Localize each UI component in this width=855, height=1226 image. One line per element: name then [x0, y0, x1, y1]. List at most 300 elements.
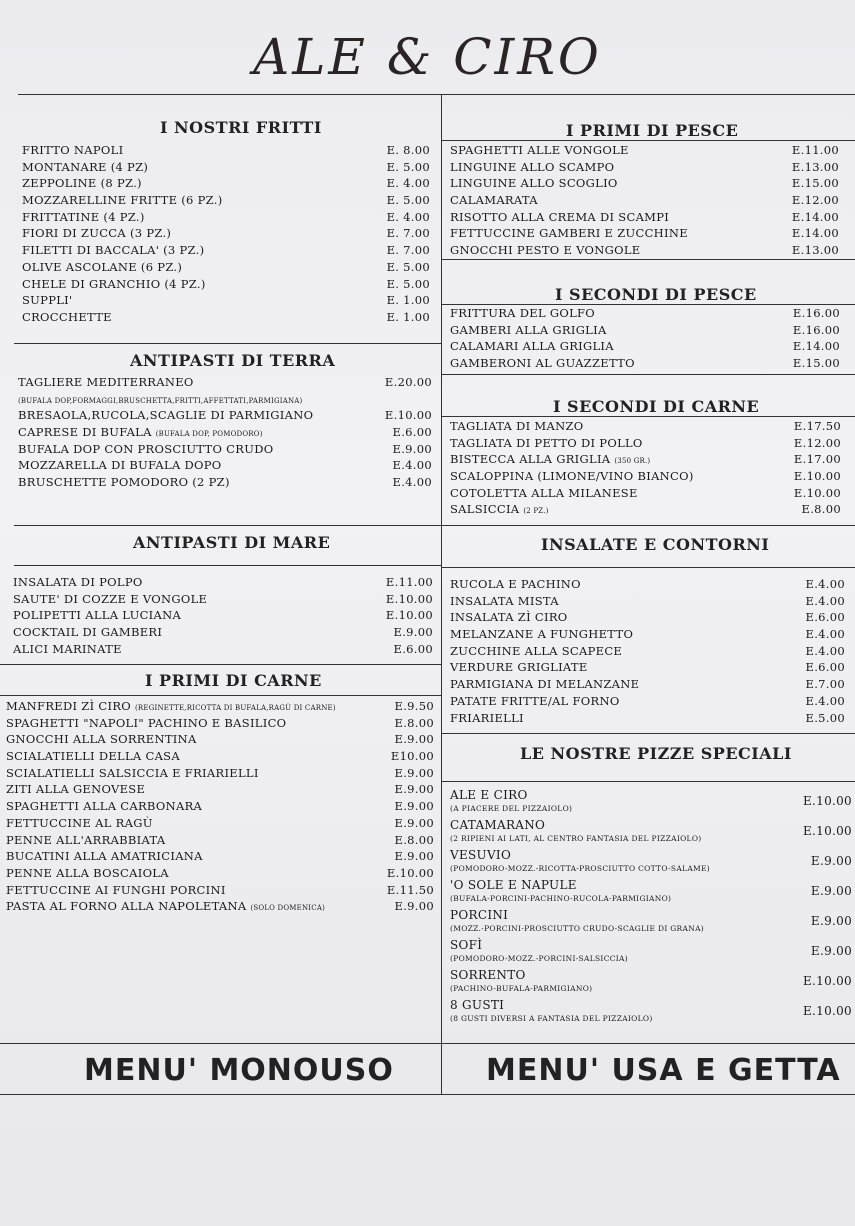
menu-item [450, 143, 839, 160]
item-name [22, 293, 73, 307]
item-label: SPAGHETTI "NAPOLI" PACHINO E BASILICO [6, 715, 287, 730]
item-name [13, 608, 181, 622]
item-name [450, 243, 640, 257]
menu-item [22, 226, 430, 243]
item-label: OLIVE ASCOLANE (6 PZ.) [22, 259, 183, 274]
item-label: CROCCHETTE [22, 309, 112, 324]
section-title-fritti: I NOSTRI FRITTI [160, 118, 322, 137]
item-label: SAUTE' DI COZZE E VONGOLE [13, 591, 208, 606]
item-label: LINGUINE ALLO SCOGLIO [450, 176, 618, 191]
item-name [6, 732, 197, 746]
item-price: E.10.00 [384, 408, 432, 423]
item-price: E.12.00 [791, 193, 839, 208]
item-description: (POMODORO-MOZZ.-PORCINI-SALSICCIA) [450, 954, 628, 963]
divider [14, 525, 441, 526]
menu-item [22, 310, 430, 327]
menu-item [22, 243, 430, 260]
menu-item [450, 818, 852, 848]
menu-item [13, 642, 433, 659]
item-name [6, 749, 180, 763]
divider [14, 343, 441, 344]
menu-item [450, 577, 845, 594]
item-label: BRESAOLA,RUCOLA,SCAGLIE DI PARMIGIANO [18, 408, 314, 423]
item-label: CAPRESE DI BUFALA [18, 425, 152, 440]
item-name [22, 310, 112, 324]
item-name [450, 486, 638, 500]
item-price: E.7.00 [805, 677, 845, 692]
item-price: E.9.00 [393, 625, 433, 640]
item-label: CALAMARI ALLA GRIGLIA [450, 339, 614, 354]
item-label: PATATE FRITTE/AL FORNO [450, 693, 620, 708]
item-price: E.9.00 [394, 849, 434, 864]
item-label: TAGLIATA DI MANZO [450, 419, 584, 433]
item-price: E.8.00 [801, 502, 841, 517]
item-price: E.14.00 [792, 339, 840, 354]
menu-item [450, 848, 852, 878]
item-price: E.14.00 [791, 209, 839, 224]
menu-item [22, 277, 430, 294]
item-price: E.20.00 [384, 375, 432, 389]
footer-right: MENU' USA E GETTA [486, 1053, 841, 1088]
item-label: GNOCCHI ALLA SORRENTINA [6, 732, 197, 747]
item-description: (A PIACERE DEL PIZZAIOLO) [450, 804, 573, 813]
item-label: SCALOPPINA (LIMONE/VINO BIANCO) [450, 469, 694, 484]
menu-item [13, 575, 433, 592]
item-name [450, 878, 577, 892]
item-price: E. 7.00 [386, 243, 430, 258]
item-label: SORRENTO [450, 968, 526, 982]
item-name [450, 694, 620, 708]
item-price: E.9.00 [394, 732, 434, 747]
menu-item [6, 782, 434, 799]
item-price: E.4.00 [805, 693, 845, 708]
item-price: E. 5.00 [386, 193, 430, 208]
item-price: E.9.00 [810, 944, 852, 958]
item-label: SPAGHETTI ALLA CARBONARA [6, 799, 203, 814]
menu-item [450, 694, 845, 711]
item-price: E.10.00 [385, 608, 433, 623]
restaurant-title: ALE & CIRO [253, 28, 602, 86]
item-name [6, 799, 202, 813]
item-label: PORCINI [450, 908, 509, 922]
menu-item [450, 452, 841, 469]
item-label: SUPPLI' [22, 293, 73, 308]
item-price: E.4.00 [805, 627, 845, 642]
antipasti-mare-list [13, 575, 433, 658]
item-label: 'O SOLE E NAPULE [450, 878, 577, 892]
item-name [22, 193, 222, 207]
divider [14, 565, 441, 566]
item-price: E.5.00 [805, 710, 845, 725]
item-description: (POMODORO-MOZZ.-RICOTTA-PROSCIUTTO COTTO-SALAME) [450, 864, 711, 873]
item-name [13, 642, 122, 656]
item-name [6, 716, 286, 730]
menu-item [450, 610, 845, 627]
item-name [6, 816, 153, 830]
item-name [450, 160, 614, 174]
item-name [13, 592, 207, 606]
item-name [22, 277, 206, 291]
item-description: (8 GUSTI DIVERSI A FANTASIA DEL PIZZAIOLO) [450, 1014, 653, 1023]
item-label: TAGLIERE MEDITERRANEO [18, 375, 194, 389]
menu-item [18, 425, 432, 442]
menu-item [450, 998, 852, 1028]
item-price: E.9.00 [810, 914, 852, 928]
item-label: SALSICCIA [450, 502, 520, 517]
item-label: RUCOLA E PACHINO [450, 577, 581, 591]
item-label: ZUCCHINE ALLA SCAPECE [450, 643, 623, 658]
menu-item [6, 816, 434, 833]
item-price: E.10.00 [793, 485, 841, 500]
item-label: PARMIGIANA DI MELANZANE [450, 677, 640, 692]
item-label: MONTANARE (4 PZ) [22, 159, 149, 174]
item-label: MANFREDI ZÌ CIRO [6, 699, 132, 713]
item-price: E.11.00 [385, 575, 433, 589]
menu-item [22, 193, 430, 210]
item-price: E.8.00 [394, 715, 434, 730]
item-price: E.9.00 [394, 765, 434, 780]
item-price: E.4.00 [392, 475, 432, 490]
section-title-pizze: LE NOSTRE PIZZE SPECIALI [520, 744, 792, 763]
item-name [450, 711, 524, 725]
item-label: SCIALATIELLI SALSICCIA E FRIARIELLI [6, 765, 259, 780]
item-label: FETTUCCINE AI FUNGHI PORCINI [6, 882, 226, 897]
divider [0, 1043, 855, 1044]
item-price: E.6.00 [392, 425, 432, 440]
item-name [450, 356, 635, 370]
item-description: (BUFALA-PORCINI-PACHINO-RUCOLA-PARMIGIANO) [450, 894, 672, 903]
item-label: BUFALA DOP CON PROSCIUTTO CRUDO [18, 441, 274, 456]
item-name [450, 452, 650, 466]
footer-left: MENU' MONOUSO [84, 1053, 394, 1088]
item-label: INSALATA ZÌ CIRO [450, 610, 568, 625]
item-price: E. 8.00 [386, 143, 430, 157]
item-name [450, 436, 643, 450]
menu-item [18, 458, 432, 475]
item-price: E.17.50 [793, 419, 841, 433]
menu-item [18, 408, 432, 425]
item-label: PENNE ALLA BOSCAIOLA [6, 865, 169, 880]
item-label: SPAGHETTI ALLE VONGOLE [450, 143, 629, 157]
menu-item [450, 711, 845, 728]
item-name [18, 425, 263, 439]
item-name [6, 766, 259, 780]
menu-item [450, 243, 839, 260]
item-price: E.12.00 [793, 435, 841, 450]
item-description: (2 RIPIENI AI LATI, AL CENTRO FANTASIA DEL PIZZAIOLO) [450, 834, 702, 843]
secondi-pesce-list [450, 306, 840, 373]
primi-pesce-list [450, 143, 839, 260]
menu-item [450, 502, 841, 519]
menu-item [450, 469, 841, 486]
item-note: (BUFALA DOP, POMODORO) [155, 430, 263, 439]
item-label: MOZZARELLINE FRITTE (6 PZ.) [22, 193, 223, 208]
item-name [6, 699, 336, 713]
item-price: E.10.00 [385, 591, 433, 606]
item-name [450, 660, 588, 674]
menu-item [450, 594, 845, 611]
insalate-list [450, 577, 845, 727]
menu-item [450, 627, 845, 644]
menu-item [450, 677, 845, 694]
item-name [22, 160, 148, 174]
item-name [22, 143, 123, 157]
item-label: COTOLETTA ALLA MILANESE [450, 485, 638, 500]
divider [442, 567, 855, 568]
item-price: E. 1.00 [386, 293, 430, 308]
item-price: E.9.00 [394, 782, 434, 797]
divider [0, 664, 441, 665]
item-price: E.9.50 [394, 699, 434, 713]
menu-item [450, 193, 839, 210]
item-label: PENNE ALL'ARRABBIATA [6, 832, 166, 847]
item-label: MELANZANE A FUNGHETTO [450, 627, 634, 642]
item-label: FRIARIELLI [450, 710, 524, 725]
item-price: E.13.00 [791, 243, 839, 258]
item-name [6, 849, 203, 863]
item-price: E.6.00 [805, 610, 845, 625]
item-name [450, 210, 669, 224]
item-name [450, 469, 694, 483]
item-price: E.13.00 [791, 159, 839, 174]
menu-item [13, 592, 433, 609]
item-label: INSALATA DI POLPO [13, 575, 143, 589]
item-price: E. 4.00 [386, 176, 430, 191]
item-price: E.4.00 [805, 577, 845, 591]
item-label: FILETTI DI BACCALA' (3 PZ.) [22, 243, 205, 258]
item-note: (BUFALA DOP,FORMAGGI,BRUSCHETTA,FRITTI,AFFETTATI,PARMIGIANA) [18, 396, 303, 405]
item-label: POLIPETTI ALLA LUCIANA [13, 608, 182, 623]
item-label: FETTUCCINE GAMBERI E ZUCCHINE [450, 226, 688, 241]
antipasti-terra-list [18, 375, 432, 492]
item-name [450, 788, 528, 802]
divider [442, 525, 855, 526]
item-label: ZITI ALLA GENOVESE [6, 782, 146, 797]
menu-item [18, 392, 432, 409]
item-name [450, 610, 568, 624]
section-title-antipasti-mare: ANTIPASTI DI MARE [133, 533, 331, 552]
divider-center [441, 94, 442, 1094]
menu-item [450, 644, 845, 661]
item-label: 8 GUSTI [450, 998, 505, 1012]
item-note: (2 PZ.) [523, 507, 549, 516]
menu-item [450, 486, 841, 503]
menu-item [6, 749, 434, 766]
item-name [450, 419, 583, 433]
item-price: E.10.00 [386, 865, 434, 880]
item-price: E.9.00 [392, 441, 432, 456]
menu-item [450, 788, 852, 818]
item-label: CATAMARANO [450, 818, 546, 832]
menu-item [450, 356, 840, 373]
item-name [450, 908, 508, 922]
item-price: E.4.00 [392, 458, 432, 473]
item-price: E.15.00 [792, 356, 840, 371]
item-price: E.10.00 [793, 469, 841, 484]
divider [442, 140, 855, 141]
item-label: ZEPPOLINE (8 PZ.) [22, 176, 142, 191]
item-name [13, 625, 162, 639]
item-name [450, 627, 633, 641]
item-name [13, 575, 143, 589]
menu-item [18, 442, 432, 459]
menu-item [450, 210, 839, 227]
item-price: E.9.00 [394, 799, 434, 814]
item-price: E.4.00 [805, 593, 845, 608]
item-name [22, 176, 142, 190]
item-price: E.15.00 [791, 176, 839, 191]
section-title-insalate: INSALATE E CONTORNI [541, 535, 770, 554]
menu-item [450, 160, 839, 177]
menu-item [450, 878, 852, 908]
item-label: ALICI MARINATE [13, 641, 122, 656]
section-title-secondi-pesce: I SECONDI DI PESCE [555, 285, 757, 304]
item-note: (350 GR.) [614, 457, 651, 466]
item-description: (PACHINO-BUFALA-PARMIGIANO) [450, 984, 593, 993]
menu-item [450, 968, 852, 998]
item-name [22, 210, 145, 224]
menu-item [450, 176, 839, 193]
item-label: BISTECCA ALLA GRIGLIA [450, 452, 611, 467]
item-price: E.10.00 [802, 974, 852, 988]
pizze-list [450, 788, 852, 1028]
item-label: INSALATA MISTA [450, 593, 559, 608]
item-label: FETTUCCINE AL RAGÙ [6, 815, 153, 830]
item-name [450, 176, 618, 190]
divider [0, 695, 441, 696]
item-label: BRUSCHETTE POMODORO (2 PZ) [18, 475, 230, 490]
divider [442, 781, 855, 782]
item-label: RISOTTO ALLA CREMA DI SCAMPI [450, 209, 670, 224]
item-name [450, 818, 545, 832]
item-name [450, 339, 614, 353]
divider [442, 304, 855, 305]
item-price: E.8.00 [394, 832, 434, 847]
item-price: E.11.50 [386, 882, 434, 897]
item-name [6, 899, 325, 913]
item-price: E.9.00 [394, 899, 434, 914]
item-label: VESUVIO [450, 848, 512, 862]
item-name [6, 833, 165, 847]
item-label: FIORI DI ZUCCA (3 PZ.) [22, 226, 172, 241]
item-label: BUCATINI ALLA AMATRICIANA [6, 849, 203, 864]
divider-top [18, 94, 855, 95]
item-price: E.9.00 [810, 854, 852, 868]
item-name [6, 782, 145, 796]
item-label: FRITTATINE (4 PZ.) [22, 209, 145, 224]
item-price: E.10.00 [802, 1004, 852, 1018]
item-price: E.4.00 [805, 643, 845, 658]
item-name [18, 458, 222, 472]
item-label: GNOCCHI PESTO E VONGOLE [450, 243, 641, 258]
item-name [6, 866, 169, 880]
menu-item [22, 293, 430, 310]
item-price: E.9.00 [394, 815, 434, 830]
item-label: PASTA AL FORNO ALLA NAPOLETANA [6, 899, 247, 914]
secondi-carne-list [450, 419, 841, 519]
section-title-antipasti-terra: ANTIPASTI DI TERRA [130, 351, 336, 370]
item-note: (SOLO DOMENICA) [250, 904, 326, 913]
item-name [18, 375, 194, 389]
item-label: SCIALATIELLI DELLA CASA [6, 749, 180, 764]
menu-item [450, 306, 840, 323]
item-price: E.11.00 [791, 143, 839, 157]
item-price: E. 1.00 [386, 309, 430, 324]
item-label: MOZZARELLA DI BUFALA DOPO [18, 458, 222, 473]
item-price: E.9.00 [810, 884, 852, 898]
item-name [450, 998, 504, 1012]
menu-item [18, 375, 432, 392]
menu-item [450, 436, 841, 453]
primi-carne-list [6, 699, 434, 916]
item-name [450, 577, 581, 591]
divider-bottom [0, 1094, 855, 1095]
item-price: E.10.00 [802, 794, 852, 808]
item-label: SOFÌ [450, 938, 483, 952]
item-label: VERDURE GRIGLIATE [450, 660, 588, 675]
menu-item [22, 176, 430, 193]
item-name [22, 243, 204, 257]
item-label: CALAMARATA [450, 193, 538, 208]
item-label: TAGLIATA DI PETTO DI POLLO [450, 435, 643, 450]
item-price: E. 5.00 [386, 276, 430, 291]
item-price: E. 7.00 [386, 226, 430, 241]
menu-item [6, 849, 434, 866]
item-name [450, 193, 538, 207]
item-name [18, 408, 313, 422]
item-price: E.10.00 [802, 824, 852, 838]
menu-item [450, 226, 839, 243]
menu-item [6, 799, 434, 816]
item-price: E.16.00 [792, 306, 840, 320]
item-name [18, 475, 230, 489]
menu-item [22, 260, 430, 277]
item-price: E10.00 [390, 749, 434, 764]
item-label: COCKTAIL DI GAMBERI [13, 625, 163, 640]
item-name [6, 883, 226, 897]
item-label: LINGUINE ALLO SCAMPO [450, 159, 615, 174]
item-name [450, 938, 482, 952]
menu-item [6, 899, 434, 916]
menu-item [18, 475, 432, 492]
item-label: CHELE DI GRANCHIO (4 PZ.) [22, 276, 206, 291]
divider [442, 733, 855, 734]
item-name [450, 143, 629, 157]
item-name [450, 323, 607, 337]
item-price: E.16.00 [792, 322, 840, 337]
item-price: E. 5.00 [386, 259, 430, 274]
item-name [450, 502, 549, 516]
item-name [18, 442, 273, 456]
item-price: E. 4.00 [386, 209, 430, 224]
menu-item [6, 883, 434, 900]
menu-item [13, 608, 433, 625]
item-name [22, 260, 182, 274]
item-name [18, 392, 302, 406]
section-title-secondi-carne: I SECONDI DI CARNE [553, 397, 760, 416]
menu-item [6, 716, 434, 733]
menu-item [450, 339, 840, 356]
item-name [450, 968, 526, 982]
item-note: (REGINETTE,RICOTTA DI BUFALA,RAGÙ DI CARNE) [134, 704, 336, 712]
menu-item [6, 699, 434, 716]
item-name [22, 226, 171, 240]
menu-item [13, 625, 433, 642]
section-title-primi-carne: I PRIMI DI CARNE [145, 671, 322, 690]
item-price: E.6.00 [805, 660, 845, 675]
menu-item [22, 143, 430, 160]
item-price: E.6.00 [393, 641, 433, 656]
